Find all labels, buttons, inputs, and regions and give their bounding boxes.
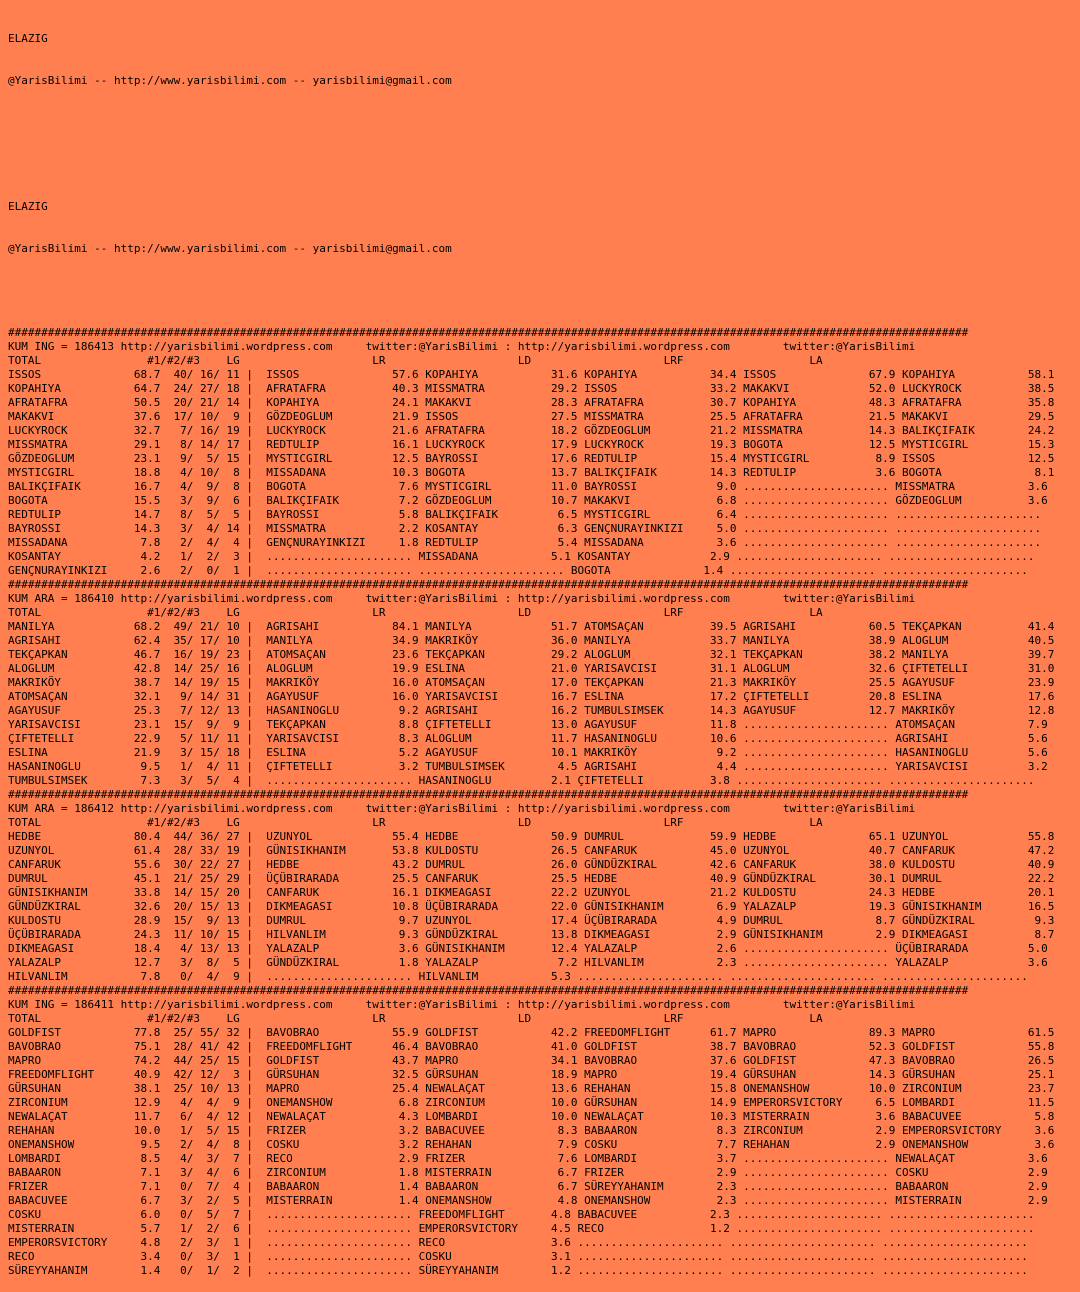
table-row: GÜNDÜZKIRAL 32.6 20/ 15/ 13 | DIKMEAGASI 10.8 ÜÇÜBIRARADA 22.0 GÜNISIKHANIM 6.9 YALAZALP 19.3 GÜNISIKHANIM 16.5 <box>8 900 1055 913</box>
column-headers: TOTAL #1/#2/#3 LG LR LD LRF LA <box>8 354 823 367</box>
column-headers: TOTAL #1/#2/#3 LG LR LD LRF LA <box>8 816 823 829</box>
table-row: FREEDOMFLIGHT 40.9 42/ 12/ 3 | GÜRSUHAN 32.5 GÜRSUHAN 18.9 MAPRO 19.4 GÜRSUHAN 14.3 GÜRSUHAN 25.1 <box>8 1068 1055 1081</box>
table-row: BALIKÇIFAIK 16.7 4/ 9/ 8 | BOGOTA 7.6 MYSTICGIRL 11.0 BAYROSSI 9.0 ...................... MISSMATRA 3.6 <box>8 480 1048 493</box>
table-row: ZIRCONIUM 12.9 4/ 4/ 9 | ONEMANSHOW 6.8 ZIRCONIUM 10.0 GÜRSUHAN 14.9 EMPERORSVICTORY 6.5 LOMBARDI 11.5 <box>8 1096 1055 1109</box>
table-row: EMPERORSVICTORY 4.8 2/ 3/ 1 | ...................... RECO 3.6 ...................... ...................... ...................... <box>8 1236 1028 1249</box>
table-row: GÜRSUHAN 38.1 25/ 10/ 13 | MAPRO 25.4 NEWALAÇAT 13.6 REHAHAN 15.8 ONEMANSHOW 10.0 ZIRCONIUM 23.7 <box>8 1082 1055 1095</box>
table-row: TEKÇAPKAN 46.7 16/ 19/ 23 | ATOMSAÇAN 23.6 TEKÇAPKAN 29.2 ALOGLUM 32.1 TEKÇAPKAN 38.2 MANILYA 39.7 <box>8 648 1055 661</box>
header-title: ELAZIG <box>8 32 48 45</box>
table-row: FRIZER 7.1 0/ 7/ 4 | BABAARON 1.4 BABAARON 6.7 SÜREYYAHANIM 2.3 ...................... BABAARON 2.9 <box>8 1180 1048 1193</box>
table-row: MISSADANA 7.8 2/ 4/ 4 | GENÇNURAYINKIZI 1.8 REDTULIP 5.4 MISSADANA 3.6 ...................... ...................... <box>8 536 1042 549</box>
table-row: AGAYUSUF 25.3 7/ 12/ 13 | HASANINOGLU 9.2 AGRISAHI 16.2 TUMBULSIMSEK 14.3 AGAYUSUF 12.7 MAKRIKÖY 12.8 <box>8 704 1055 717</box>
table-row: MISTERRAIN 5.7 1/ 2/ 6 | ...................... EMPERORSVICTORY 4.5 RECO 1.2 ...................... ...................... <box>8 1222 1035 1235</box>
header-title: ELAZIG <box>8 200 48 213</box>
table-row: CANFARUK 55.6 30/ 22/ 27 | HEDBE 43.2 DUMRUL 26.0 GÜNDÜZKIRAL 42.6 CANFARUK 38.0 KULDOSTU 40.9 <box>8 858 1055 871</box>
race-sections <box>8 326 1080 1278</box>
table-row: REHAHAN 10.0 1/ 5/ 15 | FRIZER 3.2 BABACUVEE 8.3 BABAARON 8.3 ZIRCONIUM 2.9 EMPERORSVICTORY 3.6 <box>8 1124 1055 1137</box>
table-row: MYSTICGIRL 18.8 4/ 10/ 8 | MISSADANA 10.3 BOGOTA 13.7 BALIKÇIFAIK 14.3 REDTULIP 3.6 BOGOTA 8.1 <box>8 466 1055 479</box>
table-row: KOPAHIYA 64.7 24/ 27/ 18 | AFRATAFRA 40.3 MISSMATRA 29.2 ISSOS 33.2 MAKAKVI 52.0 LUCKYROCK 38.5 <box>8 382 1055 395</box>
table-row: GÖZDEOGLUM 23.1 9/ 5/ 15 | MYSTICGIRL 12.5 BAYROSSI 17.6 REDTULIP 15.4 MYSTICGIRL 8.9 ISSOS 12.5 <box>8 452 1055 465</box>
table-row: ÇIFTETELLI 22.9 5/ 11/ 11 | YARISAVCISI 8.3 ALOGLUM 11.7 HASANINOGLU 10.6 ...................... AGRISAHI 5.6 <box>8 732 1048 745</box>
header-contact: @YarisBilimi -- http://www.yarisbilimi.com -- yarisbilimi@gmail.com <box>8 242 452 255</box>
table-row: KULDOSTU 28.9 15/ 9/ 13 | DUMRUL 9.7 UZUNYOL 17.4 ÜÇÜBIRARADA 4.9 DUMRUL 8.7 GÜNDÜZKIRAL 9.3 <box>8 914 1055 927</box>
table-row: YALAZALP 12.7 3/ 8/ 5 | GÜNDÜZKIRAL 1.8 YALAZALP 7.2 HILVANLIM 2.3 ...................... YALAZALP 3.6 <box>8 956 1048 969</box>
table-row: LUCKYROCK 32.7 7/ 16/ 19 | LUCKYROCK 21.6 AFRATAFRA 18.2 GÖZDEOGLUM 21.2 MISSMATRA 14.3 BALIKÇIFAIK 24.2 <box>8 424 1055 437</box>
table-row: NEWALAÇAT 11.7 6/ 4/ 12 | NEWALAÇAT 4.3 LOMBARDI 10.0 NEWALAÇAT 10.3 MISTERRAIN 3.6 BABACUVEE 5.8 <box>8 1110 1055 1123</box>
column-headers: TOTAL #1/#2/#3 LG LR LD LRF LA <box>8 1012 823 1025</box>
table-row: BAYROSSI 14.3 3/ 4/ 14 | MISSMATRA 2.2 KOSANTAY 6.3 GENÇNURAYINKIZI 5.0 ...................... ...................... <box>8 522 1042 535</box>
table-row: ALOGLUM 42.8 14/ 25/ 16 | ALOGLUM 19.9 ESLINA 21.0 YARISAVCISI 31.1 ALOGLUM 32.6 ÇIFTETELLI 31.0 <box>8 662 1055 675</box>
table-row: RECO 3.4 0/ 3/ 1 | ...................... COSKU 3.1 ...................... ...................... ...................... <box>8 1250 1028 1263</box>
table-row: DUMRUL 45.1 21/ 25/ 29 | ÜÇÜBIRARADA 25.5 CANFARUK 25.5 HEDBE 40.9 GÜNDÜZKIRAL 30.1 DUMRUL 22.2 <box>8 872 1055 885</box>
separator-line: ################################################################################################################################################# <box>8 578 969 591</box>
table-row: GENÇNURAYINKIZI 2.6 2/ 0/ 1 | ...................... ...................... BOGOTA 1.4 ...................... ...................... <box>8 564 1028 577</box>
table-row: GÜNISIKHANIM 33.8 14/ 15/ 20 | CANFARUK 16.1 DIKMEAGASI 22.2 UZUNYOL 21.2 KULDOSTU 24.3 HEDBE 20.1 <box>8 886 1055 899</box>
table-row: MISSMATRA 29.1 8/ 14/ 17 | REDTULIP 16.1 LUCKYROCK 17.9 LUCKYROCK 19.3 BOGOTA 12.5 MYSTICGIRL 15.3 <box>8 438 1055 451</box>
table-row: UZUNYOL 61.4 28/ 33/ 19 | GÜNISIKHANIM 53.8 KULDOSTU 26.5 CANFARUK 45.0 UZUNYOL 40.7 CANFARUK 47.2 <box>8 844 1055 857</box>
race-title: KUM ARA = 186412 http://yarisbilimi.wordpress.com twitter:@YarisBilimi : http://yarisbilimi.wordpress.com twitter:@YarisBilimi <box>8 802 916 815</box>
table-row: BAVOBRAO 75.1 28/ 41/ 42 | FREEDOMFLIGHT 46.4 BAVOBRAO 41.0 GOLDFIST 38.7 BAVOBRAO 52.3 GOLDFIST 55.8 <box>8 1040 1055 1053</box>
table-row: DIKMEAGASI 18.4 4/ 13/ 13 | YALAZALP 3.6 GÜNISIKHANIM 12.4 YALAZALP 2.6 ...................... ÜÇÜBIRARADA 5.0 <box>8 942 1048 955</box>
race-title: KUM ING = 186413 http://yarisbilimi.wordpress.com twitter:@YarisBilimi : http://yarisbilimi.wordpress.com twitter:@YarisBilimi <box>8 340 916 353</box>
column-headers: TOTAL #1/#2/#3 LG LR LD LRF LA <box>8 606 823 619</box>
table-row: ESLINA 21.9 3/ 15/ 18 | ESLINA 5.2 AGAYUSUF 10.1 MAKRIKÖY 9.2 ...................... HASANINOGLU 5.6 <box>8 746 1048 759</box>
table-row: BABAARON 7.1 3/ 4/ 6 | ZIRCONIUM 1.8 MISTERRAIN 6.7 FRIZER 2.9 ...................... COSKU 2.9 <box>8 1166 1048 1179</box>
table-row: KOSANTAY 4.2 1/ 2/ 3 | ...................... MISSADANA 5.1 KOSANTAY 2.9 ...................... ...................... <box>8 550 1035 563</box>
table-row: SÜREYYAHANIM 1.4 0/ 1/ 2 | ...................... SÜREYYAHANIM 1.2 ...................... ...................... ...................... <box>8 1264 1028 1277</box>
table-row: MAPRO 74.2 44/ 25/ 15 | GOLDFIST 43.7 MAPRO 34.1 BAVOBRAO 37.6 GOLDFIST 47.3 BAVOBRAO 26.5 <box>8 1054 1055 1067</box>
table-row: ISSOS 68.7 40/ 16/ 11 | ISSOS 57.6 KOPAHIYA 31.6 KOPAHIYA 34.4 ISSOS 67.9 KOPAHIYA 58.1 <box>8 368 1055 381</box>
table-row: LOMBARDI 8.5 4/ 3/ 7 | RECO 2.9 FRIZER 7.6 LOMBARDI 3.7 ...................... NEWALAÇAT 3.6 <box>8 1152 1048 1165</box>
table-row: YARISAVCISI 23.1 15/ 9/ 9 | TEKÇAPKAN 8.8 ÇIFTETELLI 13.0 AGAYUSUF 11.8 ...................... ATOMSAÇAN 7.9 <box>8 718 1048 731</box>
separator-line: ################################################################################################################################################# <box>8 788 969 801</box>
table-row: MANILYA 68.2 49/ 21/ 10 | AGRISAHI 84.1 MANILYA 51.7 ATOMSAÇAN 39.5 AGRISAHI 60.5 TEKÇAPKAN 41.4 <box>8 620 1055 633</box>
table-row: HILVANLIM 7.8 0/ 4/ 9 | ...................... HILVANLIM 5.3 ...................... ...................... ...................... <box>8 970 1028 983</box>
table-row: GOLDFIST 77.8 25/ 55/ 32 | BAVOBRAO 55.9 GOLDFIST 42.2 FREEDOMFLIGHT 61.7 MAPRO 89.3 MAPRO 61.5 <box>8 1026 1055 1039</box>
table-row: TUMBULSIMSEK 7.3 3/ 5/ 4 | ...................... HASANINOGLU 2.1 ÇIFTETELLI 3.8 ...................... ...................... <box>8 774 1035 787</box>
separator-line: ################################################################################################################################################# <box>8 984 969 997</box>
table-row: MAKRIKÖY 38.7 14/ 19/ 15 | MAKRIKÖY 16.0 ATOMSAÇAN 17.0 TEKÇAPKAN 21.3 MAKRIKÖY 25.5 AGAYUSUF 23.9 <box>8 676 1055 689</box>
race-title: KUM ARA = 186410 http://yarisbilimi.wordpress.com twitter:@YarisBilimi : http://yarisbilimi.wordpress.com twitter:@YarisBilimi <box>8 592 916 605</box>
blank-line <box>8 284 1080 298</box>
table-row: ONEMANSHOW 9.5 2/ 4/ 8 | COSKU 3.2 REHAHAN 7.9 COSKU 7.7 REHAHAN 2.9 ONEMANSHOW 3.6 <box>8 1138 1055 1151</box>
table-row: COSKU 6.0 0/ 5/ 7 | ...................... FREEDOMFLIGHT 4.8 BABACUVEE 2.3 ...................... ...................... <box>8 1208 1035 1221</box>
header-contact: @YarisBilimi -- http://www.yarisbilimi.com -- yarisbilimi@gmail.com <box>8 74 452 87</box>
table-row: BOGOTA 15.5 3/ 9/ 6 | BALIKÇIFAIK 7.2 GÖZDEOGLUM 10.7 MAKAKVI 6.8 ...................... GÖZDEOGLUM 3.6 <box>8 494 1048 507</box>
blank-line <box>8 158 1080 172</box>
table-row: HASANINOGLU 9.5 1/ 4/ 11 | ÇIFTETELLI 3.2 TUMBULSIMSEK 4.5 AGRISAHI 4.4 ...................... YARISAVCISI 3.2 <box>8 760 1048 773</box>
table-row: MAKAKVI 37.6 17/ 10/ 9 | GÖZDEOGLUM 21.9 ISSOS 27.5 MISSMATRA 25.5 AFRATAFRA 21.5 MAKAKVI 29.5 <box>8 410 1055 423</box>
table-row: AFRATAFRA 50.5 20/ 21/ 14 | KOPAHIYA 24.1 MAKAKVI 28.3 AFRATAFRA 30.7 KOPAHIYA 48.3 AFRATAFRA 35.8 <box>8 396 1055 409</box>
table-row: ATOMSAÇAN 32.1 9/ 14/ 31 | AGAYUSUF 16.0 YARISAVCISI 16.7 ESLINA 17.2 ÇIFTETELLI 20.8 ESLINA 17.6 <box>8 690 1055 703</box>
table-row: HEDBE 80.4 44/ 36/ 27 | UZUNYOL 55.4 HEDBE 50.9 DUMRUL 59.9 HEDBE 65.1 UZUNYOL 55.8 <box>8 830 1055 843</box>
table-row: REDTULIP 14.7 8/ 5/ 5 | BAYROSSI 5.8 BALIKÇIFAIK 6.5 MYSTICGIRL 6.4 ...................... ...................... <box>8 508 1042 521</box>
blank-line <box>8 116 1080 130</box>
table-row: BABACUVEE 6.7 3/ 2/ 5 | MISTERRAIN 1.4 ONEMANSHOW 4.8 ONEMANSHOW 2.3 ...................... MISTERRAIN 2.9 <box>8 1194 1048 1207</box>
table-row: AGRISAHI 62.4 35/ 17/ 10 | MANILYA 34.9 MAKRIKÖY 36.0 MANILYA 33.7 MANILYA 38.9 ALOGLUM 40.5 <box>8 634 1055 647</box>
separator-line: ################################################################################################################################################# <box>8 326 969 339</box>
race-title: KUM ING = 186411 http://yarisbilimi.wordpress.com twitter:@YarisBilimi : http://yarisbilimi.wordpress.com twitter:@YarisBilimi <box>8 998 916 1011</box>
table-row: ÜÇÜBIRARADA 24.3 11/ 10/ 15 | HILVANLIM 9.3 GÜNDÜZKIRAL 13.8 DIKMEAGASI 2.9 GÜNISIKHANIM 2.9 DIKMEAGASI 8.7 <box>8 928 1055 941</box>
